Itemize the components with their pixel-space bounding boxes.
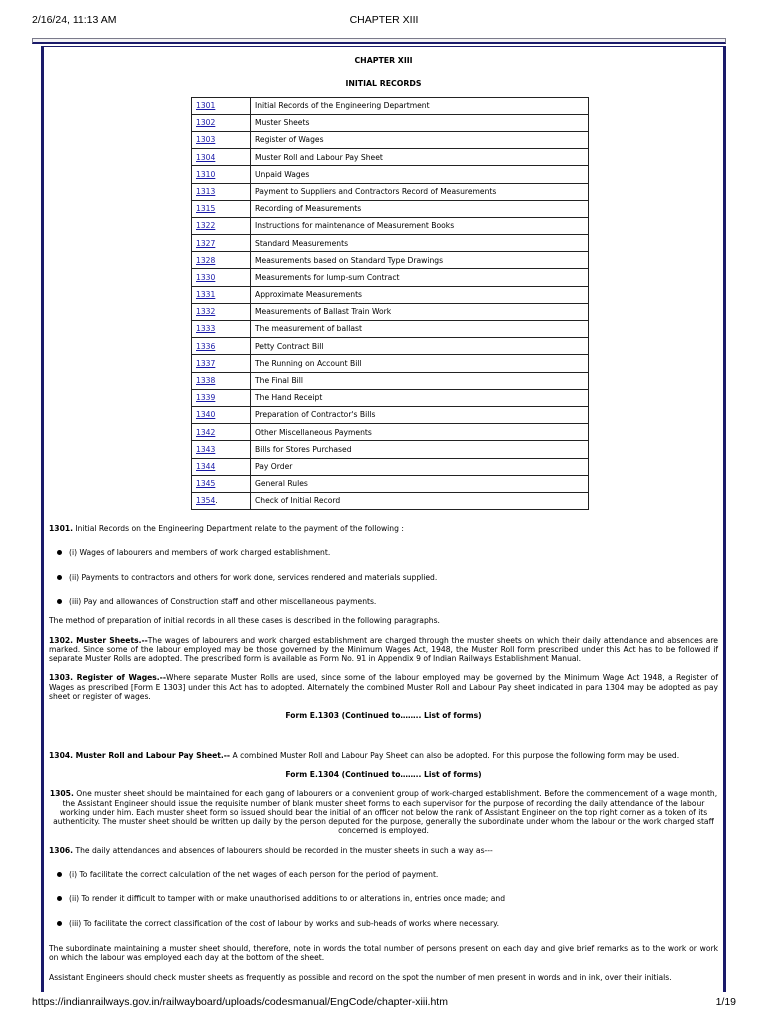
para-1306	[49, 846, 718, 855]
toc-row	[192, 441, 589, 458]
toc-section-link[interactable]: 1328	[196, 255, 216, 265]
toc-section-cell	[192, 475, 251, 492]
toc-section-cell	[192, 114, 251, 131]
para-1302-text: The wages of labourers and work charged establishment are charged through the muster sheets on which their daily attendance and absences are marked. Since some of the labour employed may be those governed by the Minimum Wages Act, 1948, the Muster Roll form prescribed under this Act has to be followed if separate Muster Rolls are adopted. The prescribed form is available as Form No. 91 in Appendix 9 of Indian Railways Establishment Manual.	[49, 635, 718, 664]
toc-section-cell	[192, 183, 251, 200]
toc-title-cell: Measurements for lump-sum Contract	[251, 269, 589, 286]
para-1301	[49, 524, 718, 533]
list-item: (ii) Payments to contractors and others for work done, services rendered and materials supplied.	[49, 573, 718, 582]
toc-section-cell	[192, 424, 251, 441]
toc-section-cell	[192, 286, 251, 303]
toc-title-cell: Pay Order	[251, 458, 589, 475]
toc-row	[192, 355, 589, 372]
toc-section-cell	[192, 200, 251, 217]
print-page-number: 1/19	[715, 996, 736, 1008]
para-1302-heading: 1302. Muster Sheets.--	[49, 635, 148, 645]
toc-row	[192, 114, 589, 131]
toc-section-cell	[192, 166, 251, 183]
toc-title-cell: Payment to Suppliers and Contractors Record of Measurements	[251, 183, 589, 200]
toc-section-link[interactable]: 1331	[196, 290, 216, 300]
para-1303	[49, 673, 718, 701]
toc-title-cell: The Hand Receipt	[251, 389, 589, 406]
para-1304-text: A combined Muster Roll and Labour Pay Sheet can also be adopted. For this purpose the following form may be used.	[230, 750, 680, 760]
toc-section-link[interactable]: 1315	[196, 204, 216, 214]
toc-section-cell	[192, 441, 251, 458]
frame-top-border	[32, 38, 726, 44]
toc-row	[192, 303, 589, 320]
toc-row	[192, 424, 589, 441]
toc-section-link[interactable]: 1301	[196, 101, 216, 111]
toc-title-cell: The Running on Account Bill	[251, 355, 589, 372]
toc-title-cell: Unpaid Wages	[251, 166, 589, 183]
toc-title-cell: Measurements based on Standard Type Drawings	[251, 252, 589, 269]
toc-row	[192, 321, 589, 338]
toc-row	[192, 131, 589, 148]
toc-section-link[interactable]: 1332	[196, 307, 216, 317]
toc-title-cell: Check of Initial Record	[251, 492, 589, 509]
toc-section-cell	[192, 338, 251, 355]
toc-row	[192, 475, 589, 492]
toc-section-cell	[192, 303, 251, 320]
toc-section-cell	[192, 252, 251, 269]
list-item: (ii) To render it difficult to tamper with or make unauthorised additions to or alterations in, entries once made; and	[49, 894, 718, 903]
toc-row	[192, 166, 589, 183]
toc-section-link[interactable]: 1354	[196, 496, 216, 506]
toc-title-cell: General Rules	[251, 475, 589, 492]
toc-title-cell: Muster Roll and Labour Pay Sheet	[251, 149, 589, 166]
para-1304-heading: 1304. Muster Roll and Labour Pay Sheet.--	[49, 750, 231, 760]
toc-body	[192, 97, 589, 510]
toc-section-suffix: .	[215, 496, 218, 506]
toc-section-link[interactable]: 1338	[196, 376, 216, 386]
print-header	[32, 14, 736, 28]
toc-title-cell: Initial Records of the Engineering Department	[251, 97, 589, 114]
toc-section-link[interactable]: 1304	[196, 152, 216, 162]
toc-section-link[interactable]: 1303	[196, 135, 216, 145]
toc-section-link[interactable]: 1330	[196, 272, 216, 282]
form-e1303-caption	[49, 711, 718, 720]
para-1303-heading: 1303. Register of Wages.--	[49, 673, 166, 683]
toc-row	[192, 286, 589, 303]
para-1306-text: The daily attendances and absences of labourers should be recorded in the muster sheets in such a way as---	[73, 845, 493, 855]
para-1301-method: The method of preparation of initial records in all these cases is described in the following paragraphs.	[49, 616, 440, 626]
document-content	[44, 47, 723, 982]
toc-section-link[interactable]: 1302	[196, 118, 216, 128]
toc-section-cell	[192, 406, 251, 423]
toc-row	[192, 200, 589, 217]
toc-section-cell	[192, 355, 251, 372]
list-item: (iii) Pay and allowances of Construction staff and other miscellaneous payments.	[49, 597, 718, 606]
toc-section-cell	[192, 321, 251, 338]
form-e1304-label: Form E.1304 (Continued to…….. List of forms)	[285, 769, 482, 779]
toc-section-cell	[192, 131, 251, 148]
toc-section-link[interactable]: 1322	[196, 221, 216, 231]
toc-section-cell	[192, 235, 251, 252]
toc-section-cell	[192, 492, 251, 509]
toc-section-link[interactable]: 1337	[196, 358, 216, 368]
toc-title-cell: The measurement of ballast	[251, 321, 589, 338]
print-url: https://indianrailways.gov.in/railwayboard/uploads/codesmanual/EngCode/chapter-xiii.htm	[32, 996, 448, 1008]
toc-row	[192, 406, 589, 423]
toc-section-link[interactable]: 1333	[196, 324, 216, 334]
para-1301-text: Initial Records on the Engineering Department relate to the payment of the following :	[73, 524, 404, 534]
toc-row	[192, 492, 589, 509]
toc-row	[192, 217, 589, 234]
toc-title-cell: Approximate Measurements	[251, 286, 589, 303]
para-1305	[49, 789, 718, 835]
para-1301-list	[49, 548, 718, 606]
toc-row	[192, 235, 589, 252]
toc-title-cell: Instructions for maintenance of Measurement Books	[251, 217, 589, 234]
toc-title-cell: Bills for Stores Purchased	[251, 441, 589, 458]
print-timestamp: 2/16/24, 11:13 AM	[32, 14, 117, 26]
para-1306-number: 1306.	[49, 845, 74, 855]
toc-row	[192, 97, 589, 114]
toc-title-cell: Muster Sheets	[251, 114, 589, 131]
document-frame	[41, 46, 726, 992]
toc-section-link[interactable]: 1339	[196, 393, 216, 403]
toc-section-link[interactable]: 1343	[196, 444, 216, 454]
toc-section-link[interactable]: 1327	[196, 238, 216, 248]
para-1306-assistant-engineers: Assistant Engineers should check muster sheets as frequently as possible and record on the spot the number of men present in words and in ink, over their initials.	[49, 972, 672, 982]
toc-row	[192, 372, 589, 389]
toc-section-cell	[192, 97, 251, 114]
toc-section-link[interactable]: 1342	[196, 427, 216, 437]
toc-row	[192, 458, 589, 475]
print-page-title: CHAPTER XIII	[349, 14, 419, 26]
list-item: (i) To facilitate the correct calculation of the net wages of each person for the period of payment.	[49, 870, 718, 879]
para-1305-number: 1305.	[49, 789, 74, 799]
toc-section-link[interactable]: 1340	[196, 410, 216, 420]
toc-title-cell: Preparation of Contractor's Bills	[251, 406, 589, 423]
toc-section-link[interactable]: 1310	[196, 169, 216, 179]
toc-section-cell	[192, 389, 251, 406]
toc-section-link[interactable]: 1313	[196, 186, 216, 196]
toc-table	[191, 97, 589, 511]
chapter-title: CHAPTER XIII	[354, 56, 413, 65]
toc-row	[192, 389, 589, 406]
para-1306-list	[49, 870, 718, 928]
para-1305-text: One muster sheet should be maintained for each gang of labourers or a convenient group of work-charged establishment. Before the commencement of a wage month, the Assistant Engineer should issue the requisite number of blank muster sheet forms to each supervisor for the purpose of recording the daily attendance of the labour working under him. Each muster sheet form so issued should bear the initial of an officer not below the rank of Assistant Engineer on the top right corner as a token of its authenticity. The muster sheet should be written up daily by the person deputed for the purpose, generally the subordinate under whom the labour or the work charged staff concerned is employed.	[53, 789, 718, 836]
list-item: (i) Wages of labourers and members of work charged establishment.	[49, 548, 718, 557]
toc-row	[192, 252, 589, 269]
para-1306-subordinate: The subordinate maintaining a muster sheet should, therefore, note in words the total number of persons present on each day and give brief remarks as to the work or work on which the labour was employed each day at the bottom of the sheet.	[49, 943, 718, 963]
toc-title-cell: Other Miscellaneous Payments	[251, 424, 589, 441]
toc-section-cell	[192, 149, 251, 166]
toc-title-cell: Petty Contract Bill	[251, 338, 589, 355]
print-footer	[32, 996, 736, 1010]
toc-section-cell	[192, 372, 251, 389]
para-1302	[49, 636, 718, 664]
list-item: (iii) To facilitate the correct classification of the cost of labour by works and sub-heads of works where necessary.	[49, 919, 718, 928]
toc-row	[192, 149, 589, 166]
chapter-subtitle: INITIAL RECORDS	[345, 79, 422, 89]
para-1304	[49, 751, 718, 760]
toc-title-cell: Register of Wages	[251, 131, 589, 148]
form-e1304-caption	[49, 770, 718, 779]
toc-section-link[interactable]: 1336	[196, 341, 216, 351]
para-1303-text: Where separate Muster Rolls are used, since some of the labour employed may be governed by the Minimum Wage Act 1948, a Register of Wages as prescribed [Form E 1303] under this Act has to adopted. Alternately the combined Muster Roll and Labour Pay sheet indicated in para 1304 may be adopted as pay sheet or register of wages.	[49, 673, 718, 702]
toc-row	[192, 183, 589, 200]
toc-title-cell: The Final Bill	[251, 372, 589, 389]
toc-section-link[interactable]: 1345	[196, 479, 216, 489]
para-1301-number: 1301.	[49, 524, 74, 534]
toc-title-cell: Recording of Measurements	[251, 200, 589, 217]
toc-title-cell: Measurements of Ballast Train Work	[251, 303, 589, 320]
toc-row	[192, 269, 589, 286]
toc-section-cell	[192, 269, 251, 286]
form-e1303-label: Form E.1303 (Continued to…….. List of forms)	[285, 711, 482, 721]
toc-section-link[interactable]: 1344	[196, 461, 216, 471]
toc-section-cell	[192, 217, 251, 234]
toc-title-cell: Standard Measurements	[251, 235, 589, 252]
toc-section-cell	[192, 458, 251, 475]
toc-row	[192, 338, 589, 355]
